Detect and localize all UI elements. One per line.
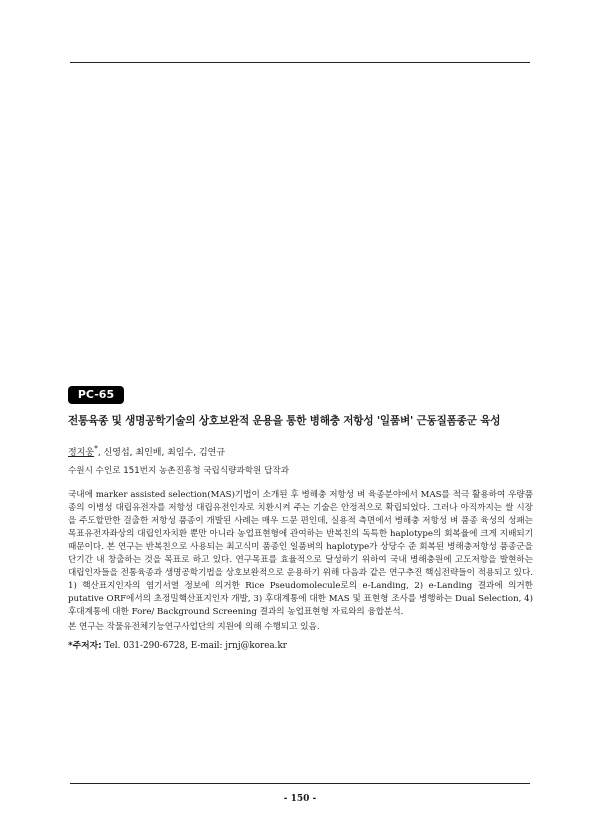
header-rule <box>70 62 530 63</box>
page-number: - 150 - <box>283 794 317 804</box>
abstract-paragraph: 국내에 marker assisted selection(MAS)기법이 소개된 후 병해충 저항성 벼 육종분야에서 MAS를 적극 활용하여 우량품종의 이병성 대립유전자를 저항성 대립유전인자로 치환시켜 주는 기술은 안정적으로 확립되었다. 그러나 아직까지는 쌀 시장을 주도할만한 걸출한 저항성 품종이 개발된 사례는 매우 드문 편인데, 실용적 측면에서 병해충 저항성 벼 품종 육성의 성패는 목표유전자좌상의 대립인자치환 뿐만 아니라 농업표현형에 관여하는 반복친의 독특한 haplotype의 회복율에 크게 지배되기 때문이다. 본 연구는 반복친으로 사용되는 최고식미 품종인 일품벼의 haplotype가 상당수 준 회복된 병해충저항성 품종군을 단기간 내 창출하는 것을 목표로 하고 있다. 연구목표를 효율적으로 달성하기 위하여 국내 병해충원에 고도저항을 발현하는 대립인자들을 전통육종과 생명공학기법을 상호보완적으로 운용하기 위해 다음과 같은 연구추진 핵심전략들이 적용되고 있다. 1) 핵산표지인자의 염기서열 정보에 의거한 Rice Pseudomolecule로의 e-Landing, 2) e-Landing 결과에 의거한 putative ORF에서의 초정밀핵산표지인자 개발, 3) 후대계통에 대한 MAS 및 표현형 조사를 병행하는 Dual Selection, 4) 후대계통에 대한 Fore/ Background Screening 결과의 농업표현형 자료와의 융합분석. <box>68 490 533 617</box>
session-badge: PC-65 <box>68 386 124 404</box>
contact-details: Tel. 031-290-6728, E-mail: jrnj@korea.kr <box>101 641 287 651</box>
corresponding-contact <box>68 640 287 652</box>
first-author: 정지웅 <box>68 448 95 458</box>
acknowledgement: 본 연구는 작물유전체기능연구사업단의 지원에 의해 수행되고 있음. <box>68 622 320 632</box>
affiliation: 수원시 수인로 151번지 농촌진흥청 국립식량과학원 답작과 <box>68 466 289 476</box>
co-authors: , 신영섭, 최인배, 최임수, 김연규 <box>97 448 226 458</box>
abstract <box>68 489 533 634</box>
corresponding-mark: * <box>94 444 98 453</box>
contact-label: *주저자: <box>68 641 102 651</box>
paper-title: 전통육종 및 생명공학기술의 상호보완적 운용을 통한 병해충 저항성 '일품벼' 근동질폼종군 육성 <box>68 415 501 427</box>
footer-rule <box>70 783 530 784</box>
author-list <box>68 443 225 459</box>
